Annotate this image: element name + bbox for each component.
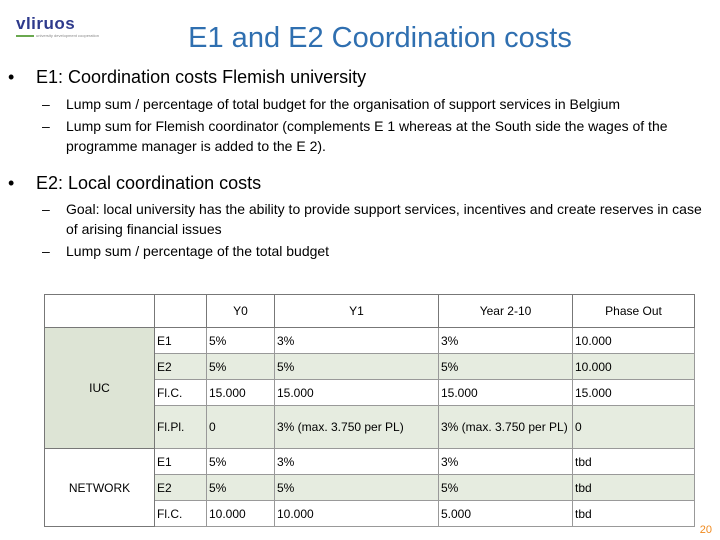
logo-tagline: university development cooperation [36,33,99,38]
header-cell: Y1 [275,295,439,328]
cell-phase-out: tbd [573,449,695,475]
cell-phase-out: tbd [573,501,695,527]
cell-y0: 5% [207,449,275,475]
bullet-dot-icon: • [8,173,15,193]
cell-year2-10: 5% [439,354,573,380]
header-cell [155,295,207,328]
row-label: Fl.Pl. [155,406,207,449]
cell-year2-10: 15.000 [439,380,573,406]
cell-year2-10: 3% (max. 3.750 per PL) [439,406,573,449]
cell-y0: 10.000 [207,501,275,527]
cell-y0: 5% [207,328,275,354]
vliruos-logo [14,14,100,40]
cell-phase-out: 10.000 [573,354,695,380]
table-row [45,449,695,475]
cell-y1: 5% [275,475,439,501]
header-cell: Year 2-10 [439,295,573,328]
cell-phase-out: 10.000 [573,328,695,354]
slide-title: E1 and E2 Coordination costs [188,22,572,54]
cell-y1: 3% [275,449,439,475]
logo-accent-line [16,35,34,37]
sub-bullet-text: Goal: local university has the ability to provide support services, incentives and create reserves in case of arising financial issues [66,201,702,237]
cell-y0: 0 [207,406,275,449]
row-label: Fl.C. [155,380,207,406]
group-label-iuc: IUC [45,328,155,449]
header-cell: Phase Out [573,295,695,328]
cell-y1: 10.000 [275,501,439,527]
cell-year2-10: 5% [439,475,573,501]
cell-y1: 15.000 [275,380,439,406]
sub-bullet-text: Lump sum / percentage of the total budget [66,243,330,259]
cell-year2-10: 5.000 [439,501,573,527]
cell-y0: 5% [207,475,275,501]
row-label: E1 [155,328,207,354]
row-label: E2 [155,354,207,380]
cell-y1: 3% (max. 3.750 per PL) [275,406,439,449]
table-header-row [45,295,695,328]
cell-phase-out: 0 [573,406,695,449]
cell-y0: 15.000 [207,380,275,406]
header-cell [45,295,155,328]
page-number: 20 [699,524,712,536]
bullet-e1-text: E1: Coordination costs Flemish university [36,67,367,87]
cell-phase-out: tbd [573,475,695,501]
cell-y1: 3% [275,328,439,354]
header-cell: Y0 [207,295,275,328]
bullet-dot-icon: • [8,67,15,87]
logo-wordmark: vliruos [16,14,76,33]
cell-y1: 5% [275,354,439,380]
bullet-e2-text: E2: Local coordination costs [36,173,262,193]
cell-year2-10: 3% [439,328,573,354]
row-label: E2 [155,475,207,501]
cell-y0: 5% [207,354,275,380]
group-label-network: NETWORK [45,449,155,527]
coordination-costs-table [44,294,695,527]
sub-bullet-text: Lump sum for Flemish coordinator (complements E 1 whereas at the South side the wages of the programme manager is added to the E 2). [66,118,668,154]
table-row [45,328,695,354]
row-label: Fl.C. [155,501,207,527]
cell-year2-10: 3% [439,449,573,475]
cell-phase-out: 15.000 [573,380,695,406]
row-label: E1 [155,449,207,475]
sub-bullet-text: Lump sum / percentage of total budget for the organisation of support services in Belgium [66,96,621,112]
